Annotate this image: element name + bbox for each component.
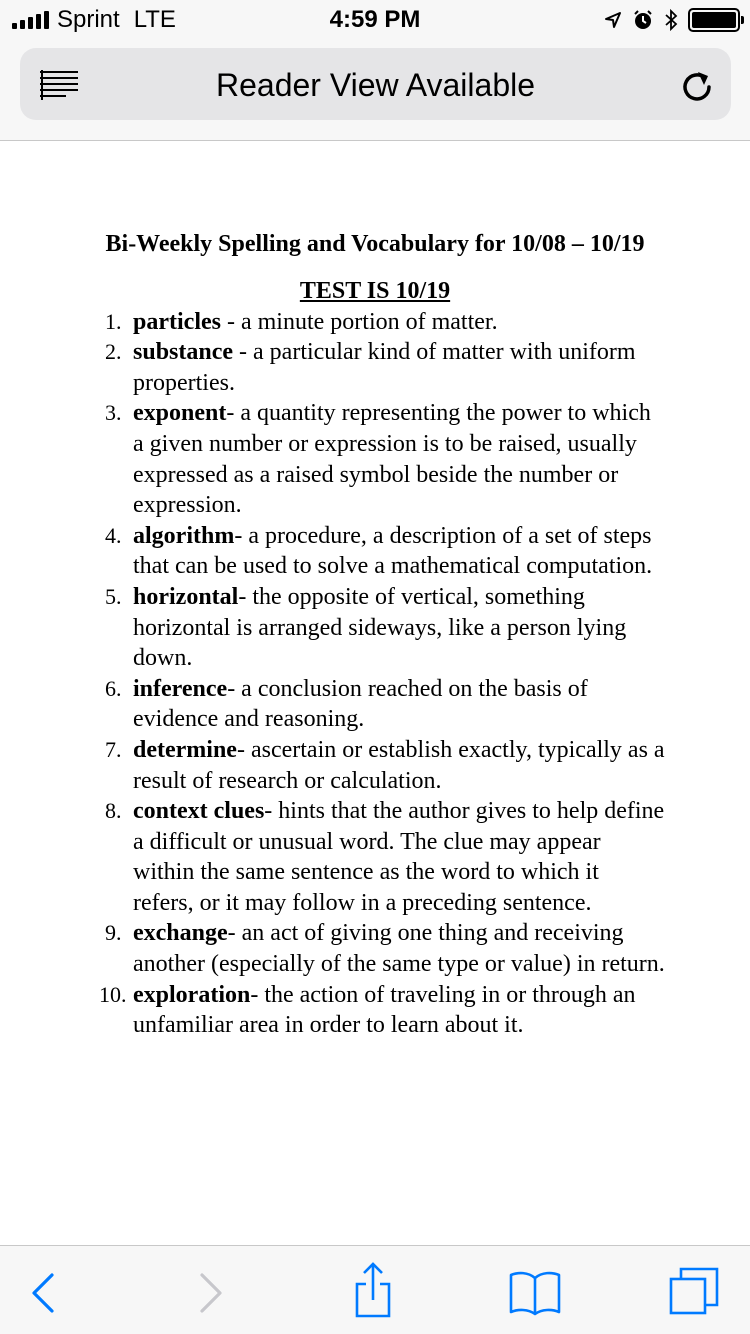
vocab-item [105,582,665,674]
vocab-definition: - an act of giving one thing and receiving another (especially of the same type or value) in return. [133,920,665,978]
back-button[interactable] [18,1268,68,1318]
vocab-number: 2. [105,339,122,365]
vocab-term: context clues [133,798,265,825]
battery-icon [688,8,740,32]
address-bar[interactable] [20,48,731,120]
vocab-term: determine [133,736,237,763]
bookmarks-icon [508,1270,562,1316]
vocab-item [105,674,665,735]
status-bar [0,0,750,40]
vocab-number: 3. [105,400,122,426]
vocab-item [105,735,665,796]
share-icon [353,1260,393,1320]
browser-toolbar [0,1245,750,1334]
forward-button[interactable] [186,1268,236,1318]
network-type: LTE [133,6,176,33]
tabs-button[interactable] [664,1264,724,1320]
status-right [604,6,740,34]
vocab-item [105,337,665,398]
vocab-term: inference [133,675,228,702]
bookmarks-button[interactable] [505,1268,565,1318]
vocab-definition: - ascertain or establish exactly, typically as a result of research or calculation. [133,736,665,794]
vocab-number: 4. [105,522,122,548]
vocab-number: 5. [105,583,122,609]
share-button[interactable] [348,1260,398,1320]
vocab-definition: - the action of traveling in or through an unfamiliar area in order to learn about it. [133,981,636,1039]
location-arrow-icon [604,11,622,29]
reload-icon[interactable] [679,68,715,104]
vocab-term: algorithm [133,522,235,549]
vocab-term: substance [133,339,234,366]
status-time: 4:59 PM [329,6,421,33]
vocab-term: exchange [133,920,228,947]
address-bar-title: Reader View Available [215,67,536,103]
vocab-definition: - hints that the author gives to help define a difficult or unusual word. The clue may appear within the same sentence as the word to which it refers, or it may follow in a preceding sentence. [133,798,665,916]
carrier-name: Sprint [57,6,120,33]
test-date: TEST IS 10/19 [299,278,451,304]
document [99,229,665,1041]
vocab-term: exploration [133,981,251,1008]
vocab-number: 9. [105,920,122,946]
vocab-item [105,918,665,979]
vocab-definition: - a particular kind of matter with uniform properties. [133,339,636,396]
vocab-definition: - a procedure, a description of a set of steps that can be used to solve a mathematical computation. [133,522,653,580]
bluetooth-icon [664,8,678,32]
vocab-number: 7. [105,736,122,762]
vocab-list [99,307,665,1041]
back-icon [30,1273,56,1313]
document-title: Bi-Weekly Spelling and Vocabulary for 10/08 – 10/19 [105,231,645,257]
vocab-definition: - a conclusion reached on the basis of evidence and reasoning. [133,675,588,733]
vocab-item [105,796,665,918]
vocab-number: 6. [105,675,122,701]
vocab-term: horizontal [133,583,239,610]
vocab-definition: - a minute portion of matter. [220,308,498,335]
vocab-item [99,980,665,1041]
web-content [0,141,750,1245]
vocab-term: particles [133,308,221,335]
browser-top-bar [0,40,750,141]
vocab-definition: - a quantity representing the power to which a given number or expression is to be raised, usually expressed as a raised symbol beside the number or expression. [133,400,651,519]
vocab-number: 10. [99,981,127,1007]
vocab-number: 1. [105,308,122,334]
vocab-number: 8. [105,798,122,824]
vocab-item [105,398,665,520]
forward-icon [198,1273,224,1313]
vocab-item [105,307,665,338]
vocab-term: exponent [133,400,227,427]
vocab-definition: - the opposite of vertical, something horizontal is arranged sideways, like a person lying down. [133,583,627,672]
vocab-item [105,521,665,582]
tabs-icon [667,1265,721,1319]
alarm-icon [632,9,654,31]
